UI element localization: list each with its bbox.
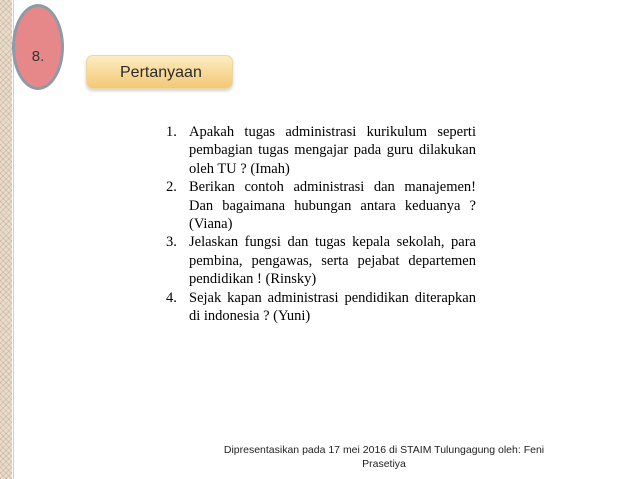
question-item-2 (162, 178, 476, 233)
question-item-1 (162, 123, 476, 178)
footer-line-2: Prasetiya (362, 458, 406, 470)
decorative-side-strip (0, 0, 12, 479)
question-item-4 (162, 289, 476, 326)
side-divider (13, 0, 14, 479)
question-text: Jelaskan fungsi dan tugas kepala sekolah, para pembina, pengawas, serta pejabat departemen pendidikan ! (Rinsky) (189, 234, 476, 288)
slide-number-badge: 8. (12, 4, 64, 90)
question-number: 3. (166, 234, 177, 251)
question-text: Apakah tugas administrasi kurikulum seperti pembagian tugas mengajar pada guru dilakukan oleh TU ? (Imah) (189, 124, 476, 177)
question-number: 4. (166, 289, 177, 306)
section-title-badge: Pertanyaan (86, 55, 233, 89)
question-text: Berikan contoh administrasi dan manajemen! Dan bagaimana hubungan antara keduanya ? (Viana) (189, 179, 476, 233)
question-text: Sejak kapan administrasi pendidikan diterapkan di indonesia ? (Yuni) (189, 289, 476, 325)
question-number: 1. (166, 124, 177, 140)
footer-line-1: Dipresentasikan pada 17 mei 2016 di STAIM Tulungagung oleh: Feni (223, 444, 545, 456)
presentation-footer (200, 443, 568, 471)
question-number: 2. (166, 179, 177, 196)
question-list (162, 123, 476, 325)
question-item-3 (162, 233, 476, 288)
